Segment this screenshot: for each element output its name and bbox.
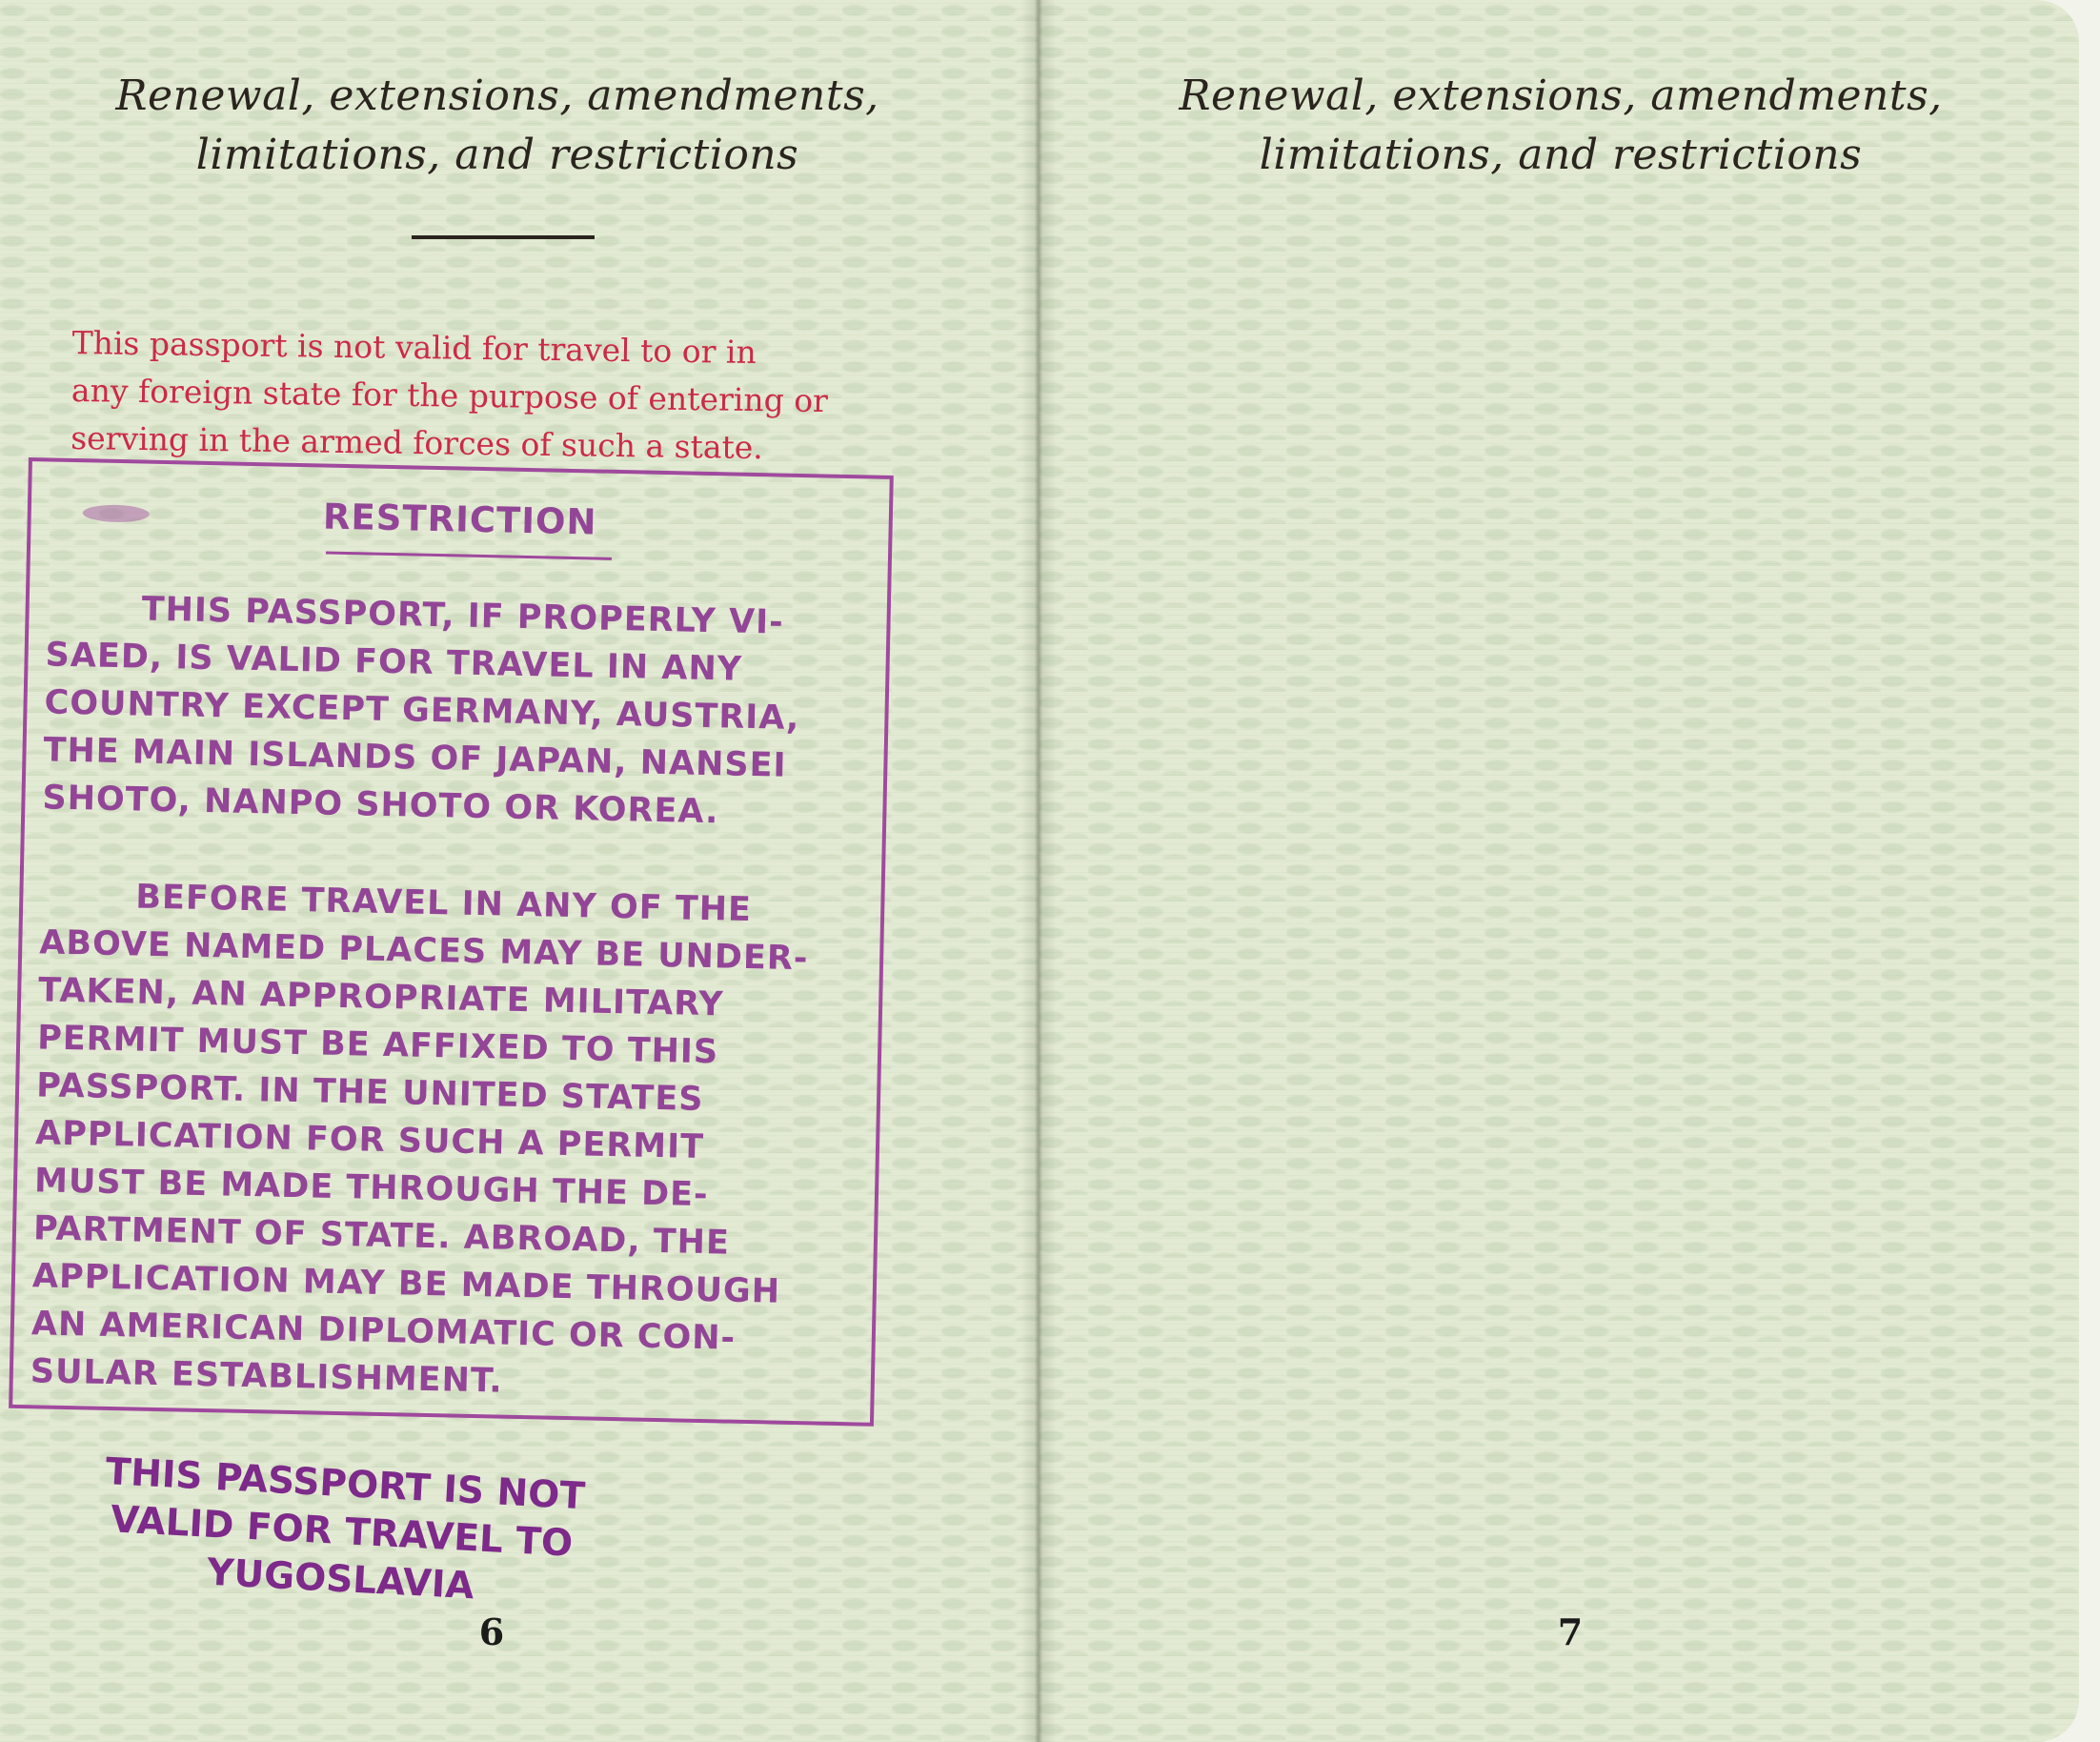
restriction-p1-line: SAED, IS VALID FOR TRAVEL IN ANY [45,636,743,689]
right-page [1039,0,2079,1742]
restriction-p2-line: ABOVE NAMED PLACES MAY BE UNDER- [38,923,809,979]
restriction-p1-line: SHOTO, NANPO SHOTO OR KOREA. [42,779,719,832]
page-number-right: 7 [1557,1610,1584,1653]
armed-forces-notice [71,319,949,475]
page-number-left: 6 [478,1610,505,1653]
notice-line-2: any foreign state for the purpose of entering or [71,371,829,420]
restriction-paragraph-2 [30,871,863,1412]
restriction-p2-line: APPLICATION MAY BE MADE THROUGH [31,1257,781,1311]
restriction-p2-line: TAKEN, AN APPROPRIATE MILITARY [37,971,725,1024]
right-heading-line-2: limitations, and restrictions [1259,131,1863,179]
restriction-p2-line: BEFORE TRAVEL IN ANY OF THE [134,878,753,929]
yugoslavia-stamp-line-1: THIS PASSPORT IS NOT [104,1449,587,1519]
restriction-paragraph-1 [42,583,870,839]
restriction-p2-line: APPLICATION FOR SUCH A PERMIT [34,1114,705,1167]
restriction-stamp [9,457,894,1427]
restriction-title: RESTRICTION [322,496,597,543]
restriction-p2-line: PASSPORT. IN THE UNITED STATES [35,1066,704,1119]
left-page-heading [69,67,926,185]
restriction-p2-line: AN AMERICAN DIPLOMATIC OR CON- [30,1305,737,1358]
heading-divider [412,235,595,239]
yugoslavia-stamp [99,1448,601,1617]
restriction-p2-line: PERMIT MUST BE AFFIXED TO THIS [36,1019,719,1072]
left-heading-line-2: limitations, and restrictions [195,131,799,179]
yugoslavia-stamp-line-3: YUGOSLAVIA [206,1550,475,1609]
restriction-p1-line: THE MAIN ISLANDS OF JAPAN, NANSEI [43,731,787,785]
restriction-p2-line: MUST BE MADE THROUGH THE DE- [33,1162,709,1215]
restriction-p2-line: PARTMENT OF STATE. ABROAD, THE [32,1209,731,1263]
book-gutter [1021,0,1056,1742]
right-heading-line-1: Renewal, extensions, amendments, [1179,71,1943,120]
left-heading-line-1: Renewal, extensions, amendments, [115,71,879,120]
yugoslavia-stamp-line-2: VALID FOR TRAVEL TO [109,1498,575,1566]
restriction-p2-line: SULAR ESTABLISHMENT. [30,1352,504,1401]
restriction-title-underline [326,552,612,560]
notice-line-3: serving in the armed forces of such a state. [70,418,764,467]
notice-line-1: This passport is not valid for travel to or in [71,323,757,372]
right-page-heading [1132,67,1989,185]
restriction-p1-line: COUNTRY EXCEPT GERMANY, AUSTRIA, [44,683,800,739]
restriction-p1-line: THIS PASSPORT, IF PROPERLY VI- [141,590,785,642]
